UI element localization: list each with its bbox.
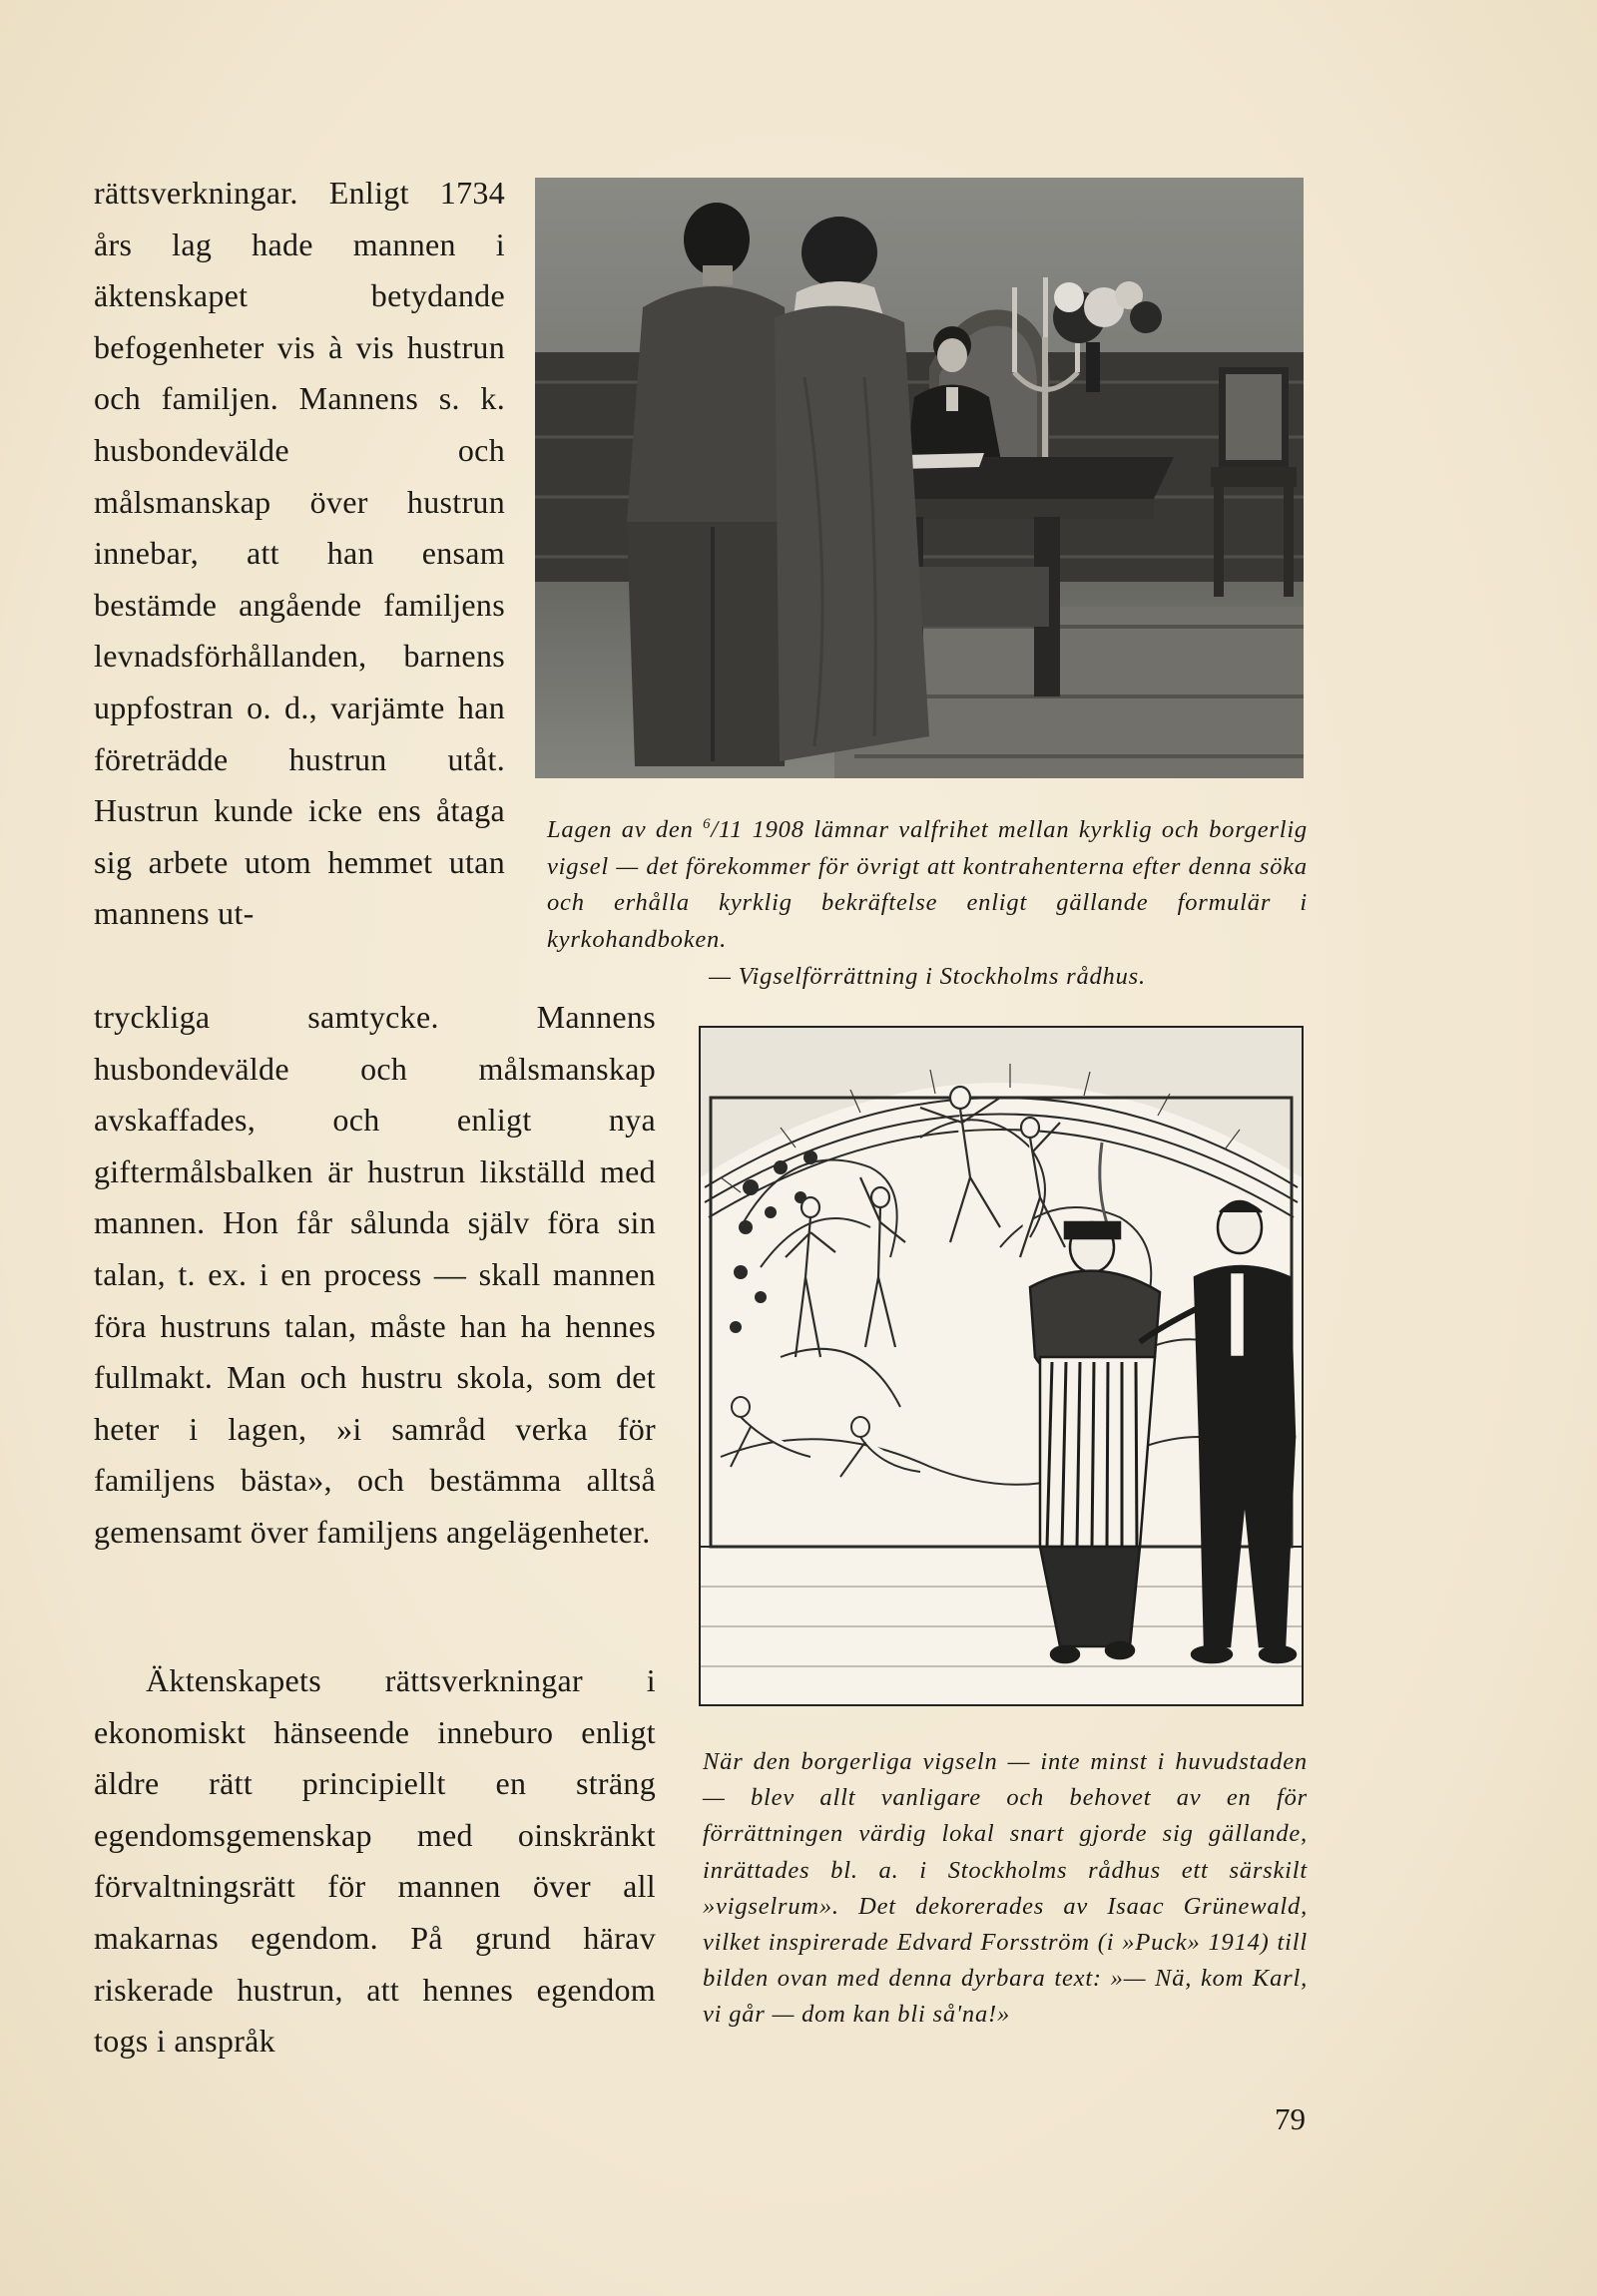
- wedding-photo-illustration: [535, 178, 1304, 778]
- caption-text-last-line: — Vigselförrättning i Stockholms rådhus.: [709, 962, 1146, 990]
- cartoon-caption: När den borgerliga vigseln — inte minst i huvudstaden — blev allt vanligare och behovet av en för förrättningen värdig lokal snart gjorde sig gällande, inrättades bl. a. i Stockholms rådhus ett särskilt »vigselrum». Det dekorerades av Isaac Grünewald, vilket inspirerade Edvard Forsström (i »Puck» 1914) till bilden ovan med denna dyrbara text: »— Nä, kom Karl, vi går — dom kan bli så'na!»: [703, 1748, 1308, 2029]
- cartoon-drawing: [701, 1028, 1302, 1704]
- body-text-continued: tryckliga samtycke. Mannens husbondevälde och målsmanskap avskaffades, och enligt nya giftermålsbalken är hustrun likställd med mannen. Hon får sålunda själv föra sin talan, t. ex. i en process — skall mannen föra hustruns talan, måste han ha hennes fullmakt. Man och hustru skola, som det heter i lagen, »i samråd verka för familjens bästa», och bestämma alltså gemensamt över familjens angelägenheter.: [94, 999, 656, 1550]
- caption-text-lead: Lagen av den: [547, 816, 704, 844]
- page-number: 79: [1275, 2101, 1306, 2136]
- puck-cartoon-illustration: [699, 1026, 1304, 1706]
- caption-text-body: /11 1908 lämnar valfrihet mellan kyrklig och borgerlig vigsel — det förekommer för övrigt att kontrahenterna efter denna söka och erhålla kyrklig bekräftelse enligt gällande formulär i kyrkohandboken.: [547, 816, 1308, 953]
- photo-caption: [547, 806, 1308, 995]
- body-text-paragraph: Äktenskapets rättsverkningar i ekonomiskt hänseende inneburo enligt äldre rätt principiellt en sträng egendomsgemenskap med oinskränkt förvaltningsrätt för mannen över all makarnas egendom. På grund härav riskerade hustrun, att hennes egendom togs i anspråk: [94, 1662, 656, 2060]
- body-text-narrow-column: rättsverkningar. Enligt 1734 års lag hade mannen i äktenskapet betydande befogenheter vis à vis hustrun och familjen. Mannens s. k. husbondevälde och målsmanskap över hustrun innebar, att han ensam bestämde angående familjens levnadsförhållanden, barnens uppfostran o. d., varjämte han företrädde hustrun utåt. Hustrun kunde icke ens åtaga sig arbete utom hemmet utan mannens ut-: [94, 175, 505, 932]
- caption-date-superscript: 6: [703, 816, 712, 832]
- wedding-ceremony-photo: [535, 178, 1304, 778]
